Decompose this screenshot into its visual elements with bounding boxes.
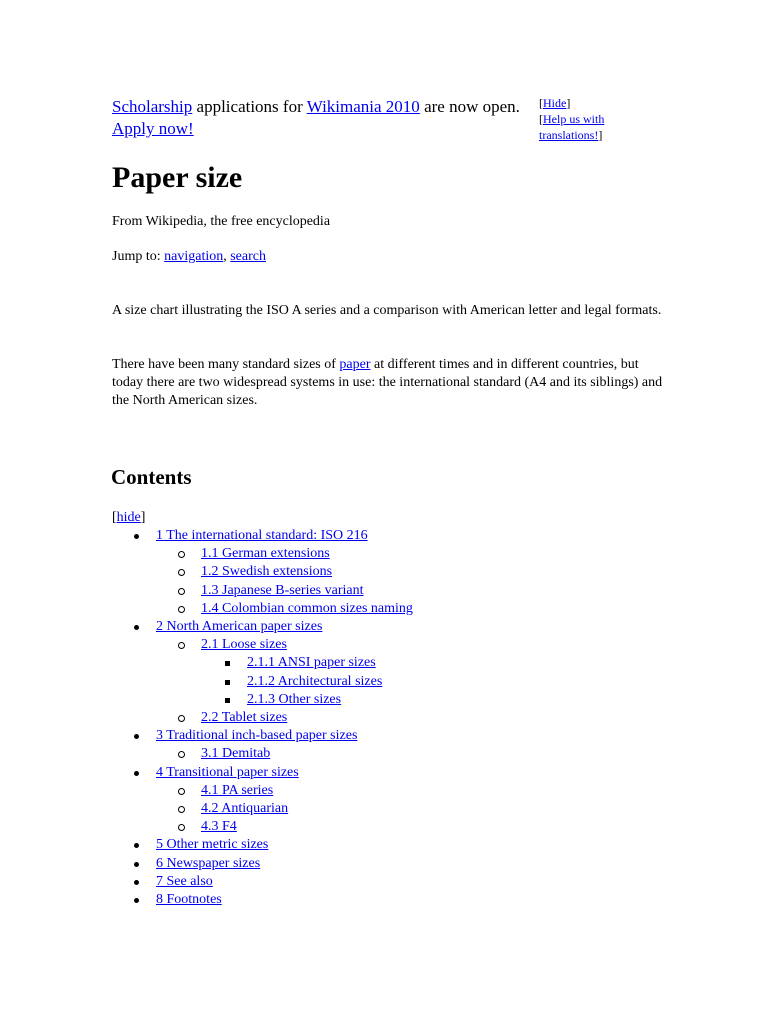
toc-link[interactable]: 2.1 Loose sizes <box>201 637 287 653</box>
bracket-close: ] <box>598 128 603 142</box>
toc-link[interactable]: 1.4 Colombian common sizes naming <box>201 600 413 616</box>
toc-item <box>112 800 413 818</box>
sitenotice-text-1: applications for <box>192 97 307 116</box>
bracket-close: ] <box>566 96 571 110</box>
toc-link[interactable]: 2.1.2 Architectural sizes <box>247 673 383 689</box>
toc-item <box>112 745 413 763</box>
toc-item <box>112 836 413 854</box>
toc-link[interactable]: 1.3 Japanese B-series variant <box>201 582 364 598</box>
toc-item <box>112 636 413 654</box>
circle-bullet-icon <box>178 806 185 813</box>
toc-item <box>112 527 413 545</box>
square-bullet-icon <box>225 698 230 703</box>
wikimania-link[interactable]: Wikimania 2010 <box>306 97 420 116</box>
toc-hide-link[interactable]: hide <box>116 510 141 525</box>
hide-notice-link[interactable]: Hide <box>543 96 567 110</box>
help-translate-link[interactable]: Help us with translations! <box>539 112 605 142</box>
sitenotice-aside <box>539 95 619 143</box>
circle-bullet-icon <box>178 751 185 758</box>
toc-list <box>112 527 413 909</box>
toc-item <box>112 782 413 800</box>
toc-title: Contents <box>111 465 192 489</box>
disc-bullet-icon <box>134 898 139 903</box>
toc-item <box>112 891 413 909</box>
circle-bullet-icon <box>178 569 185 576</box>
toc-link[interactable]: 5 Other metric sizes <box>156 837 269 853</box>
toc-link[interactable]: 2 North American paper sizes <box>156 619 323 635</box>
circle-bullet-icon <box>178 715 185 722</box>
toc-item <box>112 582 413 600</box>
toc-toggle <box>112 509 145 527</box>
toc-item <box>112 545 413 563</box>
circle-bullet-icon <box>178 551 185 558</box>
disc-bullet-icon <box>134 862 139 867</box>
toc-link[interactable]: 1.2 Swedish extensions <box>201 564 333 580</box>
toc-link[interactable]: 2.2 Tablet sizes <box>201 710 288 726</box>
toc-item <box>112 618 413 636</box>
circle-bullet-icon <box>178 788 185 795</box>
apply-now-link[interactable]: Apply now! <box>112 119 194 138</box>
paper-link[interactable]: paper <box>339 357 371 372</box>
toc-link[interactable]: 1.1 German extensions <box>201 546 330 562</box>
toc-link[interactable]: 1 The international standard: ISO 216 <box>156 528 368 543</box>
toc-item <box>112 818 413 836</box>
toc-link[interactable]: 3.1 Demitab <box>201 746 271 762</box>
circle-bullet-icon <box>178 588 185 595</box>
bracket-open: [ <box>539 112 543 126</box>
disc-bullet-icon <box>134 843 139 848</box>
jump-search-link[interactable]: search <box>230 249 266 264</box>
disc-bullet-icon <box>134 880 139 885</box>
toc-item <box>112 691 413 709</box>
toc-link[interactable]: 8 Footnotes <box>156 892 222 908</box>
bracket-open: [ <box>112 510 117 525</box>
jump-to-label: Jump to: <box>112 249 165 264</box>
circle-bullet-icon <box>178 606 185 613</box>
toc-item <box>112 563 413 581</box>
disc-bullet-icon <box>134 625 139 630</box>
help-translate-row <box>539 111 619 143</box>
toc-link[interactable]: 2.1.1 ANSI paper sizes <box>247 655 376 671</box>
page-title: Paper size <box>112 161 243 194</box>
square-bullet-icon <box>225 680 230 685</box>
toc-link[interactable]: 7 See also <box>156 873 213 889</box>
intro-text-before: There have been many standard sizes of <box>112 357 340 372</box>
hide-notice-row <box>539 95 619 111</box>
circle-bullet-icon <box>178 824 185 831</box>
jump-navigation-link[interactable]: navigation <box>164 249 224 264</box>
disc-bullet-icon <box>134 734 139 739</box>
toc-item <box>112 600 413 618</box>
toc-link[interactable]: 4.2 Antiquarian <box>201 801 289 817</box>
intro-text-after: at different times and in different countries, but today there are two widespread systems in use: the international standard (A4 and its siblings) and the North American sizes. <box>112 357 663 408</box>
toc-item <box>112 709 413 727</box>
sitenotice-text-2: are now open. <box>419 97 520 116</box>
square-bullet-icon <box>225 661 230 666</box>
toc-item <box>112 855 413 873</box>
toc-link[interactable]: 4 Transitional paper sizes <box>156 764 299 780</box>
toc-item <box>112 873 413 891</box>
bracket-open: [ <box>539 96 543 110</box>
sitenotice <box>112 96 522 140</box>
toc-link[interactable]: 4.3 F4 <box>201 819 237 835</box>
disc-bullet-icon <box>134 771 139 776</box>
toc-link[interactable]: 2.1.3 Other sizes <box>247 691 342 707</box>
toc-item <box>112 727 413 745</box>
intro-paragraph <box>112 356 672 410</box>
circle-bullet-icon <box>178 642 185 649</box>
toc-item <box>112 654 413 672</box>
toc-link[interactable]: 4.1 PA series <box>201 782 274 798</box>
toc-link[interactable]: 3 Traditional inch-based paper sizes <box>156 728 358 744</box>
toc-link[interactable]: 6 Newspaper sizes <box>156 855 261 871</box>
bracket-close: ] <box>140 510 146 525</box>
disc-bullet-icon <box>134 534 139 539</box>
site-tagline: From Wikipedia, the free encyclopedia <box>112 214 331 229</box>
jump-to <box>112 248 266 266</box>
jump-separator: , <box>223 249 231 264</box>
scholarship-link[interactable]: Scholarship <box>112 97 193 116</box>
toc-item <box>112 764 413 782</box>
image-caption: A size chart illustrating the ISO A series and a comparison with American letter and legal formats. <box>112 303 662 318</box>
toc-item <box>112 673 413 691</box>
